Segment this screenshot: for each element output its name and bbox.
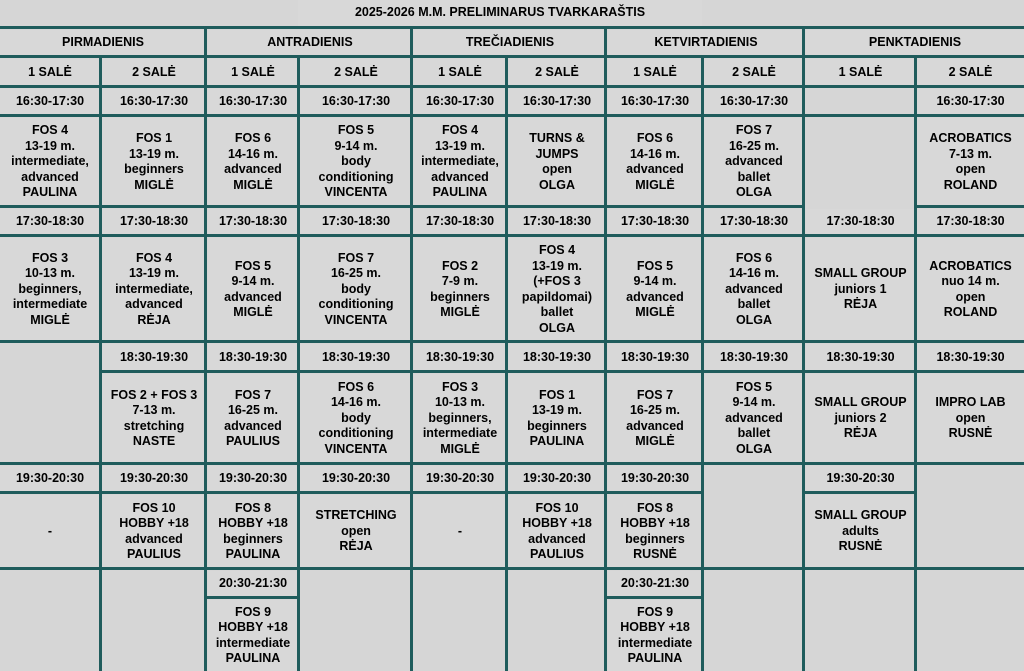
time-slot: 16:30-17:30 bbox=[0, 89, 100, 115]
class-cell: FOS 3 10-13 m. beginners, intermediate MIGLĖ bbox=[414, 374, 506, 463]
day-header-3: TREČIADIENIS bbox=[414, 30, 606, 56]
hall-header: 2 SALĖ bbox=[704, 59, 804, 86]
hall-header: 2 SALĖ bbox=[102, 59, 206, 86]
class-cell: FOS 8 HOBBY +18 beginners PAULINA bbox=[208, 495, 298, 568]
time-slot: 17:30-18:30 bbox=[917, 209, 1024, 235]
grid-rule bbox=[100, 370, 1024, 373]
class-cell: FOS 4 13-19 m. (+FOS 3 papildomai) ballet OLGA bbox=[508, 238, 606, 341]
class-cell: FOS 6 14-16 m. advanced ballet OLGA bbox=[704, 238, 804, 341]
hall-header: 1 SALĖ bbox=[208, 59, 298, 86]
class-cell: FOS 5 9-14 m. advanced ballet OLGA bbox=[704, 374, 804, 463]
page-title: 2025-2026 M.M. PRELIMINARUS TVARKARAŠTIS bbox=[298, 0, 702, 26]
grid-rule bbox=[410, 26, 413, 671]
time-slot: 17:30-18:30 bbox=[208, 209, 298, 235]
grid-rule bbox=[0, 462, 1024, 465]
time-slot: 17:30-18:30 bbox=[704, 209, 804, 235]
class-cell: FOS 1 13-19 m. beginners PAULINA bbox=[508, 374, 606, 463]
class-cell: FOS 9 HOBBY +18 intermediate PAULINA bbox=[208, 600, 298, 671]
time-slot: 17:30-18:30 bbox=[300, 209, 412, 235]
class-cell: FOS 7 16-25 m. advanced ballet OLGA bbox=[704, 118, 804, 206]
time-slot: 18:30-19:30 bbox=[300, 344, 412, 371]
class-cell: FOS 7 16-25 m. advanced MIGLĖ bbox=[608, 374, 702, 463]
class-cell: SMALL GROUP adults RUSNĖ bbox=[806, 495, 915, 568]
class-cell: FOS 5 9-14 m. advanced MIGLĖ bbox=[208, 238, 298, 341]
grid-rule bbox=[0, 491, 702, 494]
grid-rule bbox=[297, 55, 300, 671]
class-cell: FOS 10 HOBBY +18 advanced PAULIUS bbox=[102, 495, 206, 568]
hall-header: 2 SALĖ bbox=[917, 59, 1024, 86]
time-slot: 18:30-19:30 bbox=[704, 344, 804, 371]
time-slot: 16:30-17:30 bbox=[414, 89, 506, 115]
class-cell: FOS 4 13-19 m. intermediate, advanced PAULINA bbox=[0, 118, 100, 206]
grid-rule bbox=[604, 26, 607, 671]
grid-rule bbox=[204, 26, 207, 671]
class-cell: FOS 7 16-25 m. body conditioning VINCENTA bbox=[300, 238, 412, 341]
grid-rule bbox=[915, 205, 1024, 208]
grid-rule bbox=[505, 55, 508, 671]
time-slot: 20:30-21:30 bbox=[608, 571, 702, 597]
hall-header: 1 SALĖ bbox=[806, 59, 915, 86]
day-header-5: PENKTADIENIS bbox=[806, 30, 1024, 56]
hall-header: 1 SALĖ bbox=[414, 59, 506, 86]
grid-rule bbox=[0, 567, 1024, 570]
time-slot: 19:30-20:30 bbox=[508, 466, 606, 492]
class-cell: STRETCHING open RĖJA bbox=[300, 495, 412, 568]
class-cell: FOS 8 HOBBY +18 beginners RUSNĖ bbox=[608, 495, 702, 568]
time-slot: 17:30-18:30 bbox=[508, 209, 606, 235]
class-cell: FOS 6 14-16 m. body conditioning VINCENTA bbox=[300, 374, 412, 463]
hall-header: 2 SALĖ bbox=[508, 59, 606, 86]
class-cell: FOS 4 13-19 m. intermediate, advanced PAULINA bbox=[414, 118, 506, 206]
grid-rule bbox=[99, 55, 102, 671]
class-cell: FOS 4 13-19 m. intermediate, advanced RĖJA bbox=[102, 238, 206, 341]
time-slot: 17:30-18:30 bbox=[414, 209, 506, 235]
time-slot: 19:30-20:30 bbox=[806, 466, 915, 492]
time-slot: 18:30-19:30 bbox=[508, 344, 606, 371]
day-header-2: ANTRADIENIS bbox=[208, 30, 412, 56]
time-slot: 17:30-18:30 bbox=[0, 209, 100, 235]
time-slot: 16:30-17:30 bbox=[208, 89, 298, 115]
empty-slot-mark: - bbox=[0, 495, 100, 568]
class-cell: FOS 9 HOBBY +18 intermediate PAULINA bbox=[608, 600, 702, 671]
grid-rule bbox=[0, 26, 1024, 29]
time-slot: 18:30-19:30 bbox=[806, 344, 915, 371]
grid-rule bbox=[0, 205, 804, 208]
grid-rule bbox=[804, 491, 915, 494]
hall-header: 2 SALĖ bbox=[300, 59, 412, 86]
grid-rule bbox=[0, 114, 1024, 117]
time-slot: 18:30-19:30 bbox=[414, 344, 506, 371]
class-cell: ACROBATICS 7-13 m. open ROLAND bbox=[917, 118, 1024, 206]
time-slot: 17:30-18:30 bbox=[102, 209, 206, 235]
time-slot: 18:30-19:30 bbox=[208, 344, 298, 371]
class-cell: FOS 2 + FOS 3 7-13 m. stretching NASTE bbox=[102, 374, 206, 463]
time-slot: 16:30-17:30 bbox=[608, 89, 702, 115]
day-header-4: KETVIRTADIENIS bbox=[608, 30, 804, 56]
time-slot: 19:30-20:30 bbox=[300, 466, 412, 492]
time-slot: 19:30-20:30 bbox=[0, 466, 100, 492]
grid-rule bbox=[0, 234, 1024, 237]
class-cell: TURNS & JUMPS open OLGA bbox=[508, 118, 606, 206]
class-cell: ACROBATICS nuo 14 m. open ROLAND bbox=[917, 238, 1024, 341]
time-slot: 16:30-17:30 bbox=[917, 89, 1024, 115]
class-cell: FOS 2 7-9 m. beginners MIGLĖ bbox=[414, 238, 506, 341]
time-slot: 16:30-17:30 bbox=[508, 89, 606, 115]
grid-rule bbox=[606, 596, 702, 599]
time-slot: 19:30-20:30 bbox=[608, 466, 702, 492]
grid-rule bbox=[206, 596, 298, 599]
class-cell: IMPRO LAB open RUSNĖ bbox=[917, 374, 1024, 463]
time-slot: 18:30-19:30 bbox=[102, 344, 206, 371]
class-cell: FOS 3 10-13 m. beginners, intermediate MIGLĖ bbox=[0, 238, 100, 341]
day-header-1: PIRMADIENIS bbox=[0, 30, 206, 56]
class-cell: FOS 7 16-25 m. advanced PAULIUS bbox=[208, 374, 298, 463]
grid-rule bbox=[802, 26, 805, 671]
time-slot: 19:30-20:30 bbox=[208, 466, 298, 492]
grid-rule bbox=[0, 340, 1024, 343]
class-cell: FOS 5 9-14 m. advanced MIGLĖ bbox=[608, 238, 702, 341]
time-slot: 20:30-21:30 bbox=[208, 571, 298, 597]
grid-rule bbox=[914, 55, 917, 671]
time-slot: 17:30-18:30 bbox=[608, 209, 702, 235]
time-slot: 19:30-20:30 bbox=[102, 466, 206, 492]
grid-rule bbox=[701, 55, 704, 671]
hall-header: 1 SALĖ bbox=[608, 59, 702, 86]
class-cell: SMALL GROUP juniors 2 RĖJA bbox=[806, 374, 915, 463]
hall-header: 1 SALĖ bbox=[0, 59, 100, 86]
class-cell: FOS 6 14-16 m. advanced MIGLĖ bbox=[608, 118, 702, 206]
class-cell: FOS 10 HOBBY +18 advanced PAULIUS bbox=[508, 495, 606, 568]
class-cell: FOS 5 9-14 m. body conditioning VINCENTA bbox=[300, 118, 412, 206]
empty-slot-mark: - bbox=[414, 495, 506, 568]
time-slot: 17:30-18:30 bbox=[806, 209, 915, 235]
time-slot: 16:30-17:30 bbox=[300, 89, 412, 115]
class-cell: FOS 6 14-16 m. advanced MIGLĖ bbox=[208, 118, 298, 206]
class-cell: SMALL GROUP juniors 1 RĖJA bbox=[806, 238, 915, 341]
grid-rule bbox=[0, 85, 1024, 88]
time-slot: 16:30-17:30 bbox=[704, 89, 804, 115]
time-slot: 18:30-19:30 bbox=[608, 344, 702, 371]
grid-rule bbox=[0, 55, 1024, 58]
time-slot: 18:30-19:30 bbox=[917, 344, 1024, 371]
time-slot: 19:30-20:30 bbox=[414, 466, 506, 492]
time-slot: 16:30-17:30 bbox=[102, 89, 206, 115]
class-cell: FOS 1 13-19 m. beginners MIGLĖ bbox=[102, 118, 206, 206]
